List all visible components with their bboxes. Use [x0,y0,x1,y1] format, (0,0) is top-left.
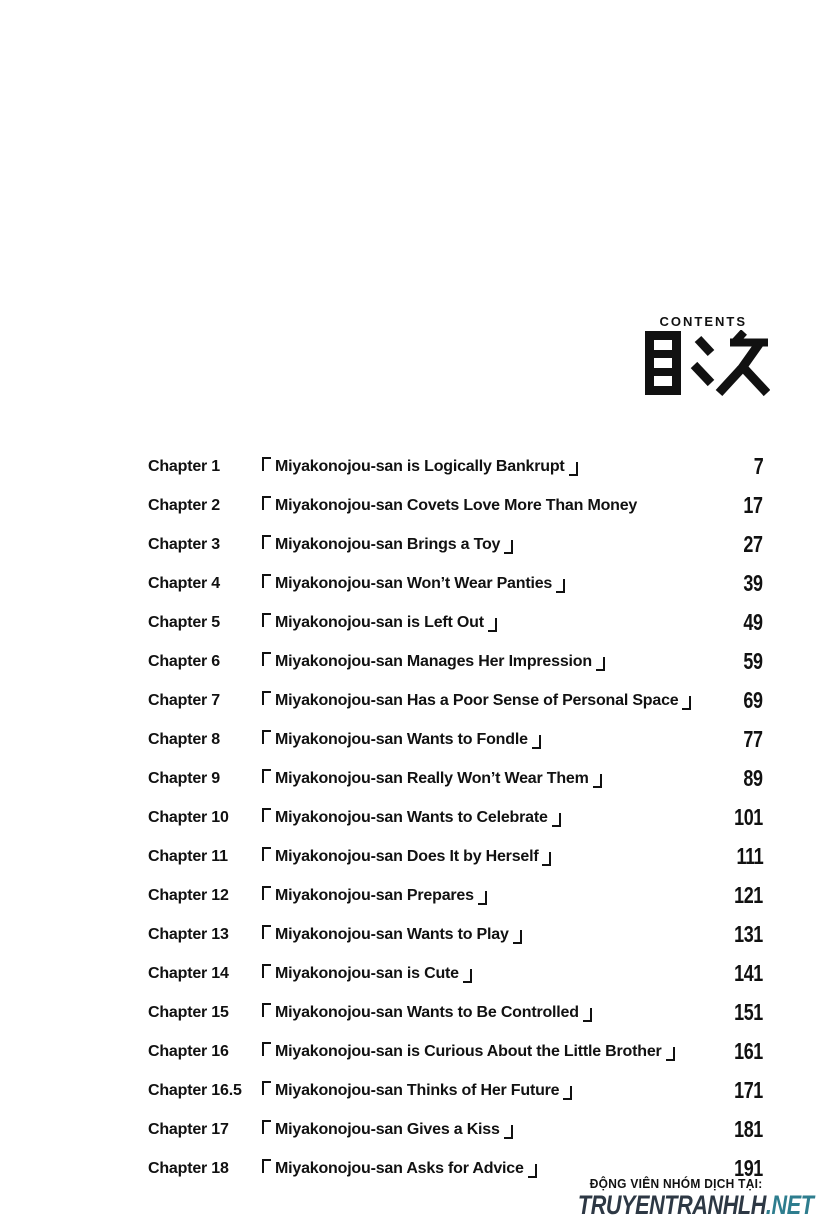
chapter-title: Miyakonojou-san Wants to Fondle [262,732,738,748]
corner-bracket-close [593,774,602,788]
chapter-page-number: 59 [743,648,763,674]
toc-row [148,798,763,837]
toc-row [148,1071,763,1110]
corner-bracket-close [488,618,497,632]
corner-bracket-close [478,891,487,905]
corner-bracket-open [262,1120,271,1134]
corner-bracket-open [262,652,271,666]
chapter-label: Chapter 12 [148,886,229,904]
chapter-title: Miyakonojou-san is Left Out [262,615,738,631]
corner-bracket-close [666,1047,675,1061]
toc-row [148,759,763,798]
toc-row [148,1032,763,1071]
watermark-note: ĐỘNG VIÊN NHÓM DỊCH TẠI: [589,1176,762,1191]
corner-bracket-open [262,847,271,861]
chapter-title: Miyakonojou-san is Cute [262,966,726,982]
chapter-label: Chapter 10 [148,808,229,826]
watermark-tld: .NET [765,1190,813,1220]
chapter-page-number: 181 [734,1116,763,1142]
toc-row [148,681,763,720]
chapter-title: Miyakonojou-san Covets Love More Than Money [262,498,738,514]
chapter-label: Chapter 18 [148,1159,229,1177]
chapter-page-number: 89 [743,765,763,791]
chapter-title: Miyakonojou-san Wants to Play [262,927,726,943]
chapter-page-number: 171 [734,1077,763,1103]
toc-row [148,1110,763,1149]
chapter-page-number: 151 [734,999,763,1025]
chapter-title: Miyakonojou-san Won’t Wear Panties [262,576,738,592]
corner-bracket-open [262,769,271,783]
mokuji-glyphs-svg [645,330,770,397]
toc-row [148,954,763,993]
corner-bracket-close [542,852,551,866]
toc-row [148,837,763,876]
chapter-page-number: 7 [753,453,763,479]
contents-label: CONTENTS [659,314,747,329]
chapter-label: Chapter 5 [148,613,220,631]
chapter-label: Chapter 9 [148,769,220,787]
corner-bracket-open [262,535,271,549]
chapter-title: Miyakonojou-san Gives a Kiss [262,1122,726,1138]
corner-bracket-close [504,1125,513,1139]
chapter-title: Miyakonojou-san Brings a Toy [262,537,738,553]
chapter-label: Chapter 17 [148,1120,229,1138]
chapter-label: Chapter 1 [148,457,220,475]
chapter-page-number: 191 [734,1155,763,1181]
chapter-page-number: 49 [743,609,763,635]
chapter-label: Chapter 15 [148,1003,229,1021]
chapter-title: Miyakonojou-san Prepares [262,888,726,904]
chapter-page-number: 141 [734,960,763,986]
chapter-label: Chapter 3 [148,535,220,553]
chapter-label: Chapter 6 [148,652,220,670]
corner-bracket-open [262,1081,271,1095]
corner-bracket-close [504,540,513,554]
watermark-brand: TRUYENTRANHLH [577,1190,766,1220]
toc-row [148,993,763,1032]
chapter-page-number: 111 [736,843,763,869]
chapter-title: Miyakonojou-san Does It by Herself [262,849,729,865]
chapter-page-number: 121 [734,882,763,908]
chapter-label: Chapter 16.5 [148,1081,242,1099]
corner-bracket-open [262,574,271,588]
toc-row [148,525,763,564]
japanese-title-mokuji [645,330,770,397]
corner-bracket-open [262,1159,271,1173]
corner-bracket-open [262,808,271,822]
chapter-title: Miyakonojou-san Asks for Advice [262,1161,726,1177]
chapter-title: Miyakonojou-san Really Won’t Wear Them [262,771,738,787]
chapter-title: Miyakonojou-san Manages Her Impression [262,654,738,670]
chapter-page-number: 101 [734,804,763,830]
chapter-page-number: 17 [743,492,763,518]
chapter-label: Chapter 16 [148,1042,229,1060]
toc-row [148,876,763,915]
toc-row [148,642,763,681]
chapter-title: Miyakonojou-san Wants to Celebrate [262,810,726,826]
corner-bracket-open [262,1042,271,1056]
corner-bracket-close [563,1086,572,1100]
kanji-me [645,331,681,395]
chapter-label: Chapter 13 [148,925,229,943]
corner-bracket-close [513,930,522,944]
corner-bracket-open [262,691,271,705]
corner-bracket-open [262,496,271,510]
chapter-title: Miyakonojou-san Has a Poor Sense of Personal Space [262,693,738,709]
chapter-label: Chapter 2 [148,496,220,514]
corner-bracket-close [463,969,472,983]
chapter-title: Miyakonojou-san is Curious About the Little Brother [262,1044,726,1060]
corner-bracket-open [262,925,271,939]
toc-row [148,915,763,954]
chapter-title: Miyakonojou-san Wants to Be Controlled [262,1005,726,1021]
corner-bracket-close [583,1008,592,1022]
chapter-label: Chapter 11 [148,847,228,865]
chapter-page-number: 161 [734,1038,763,1064]
corner-bracket-open [262,1003,271,1017]
corner-bracket-open [262,886,271,900]
chapter-label: Chapter 14 [148,964,229,982]
watermark-site [577,1192,813,1219]
corner-bracket-open [262,613,271,627]
toc-row [148,486,763,525]
corner-bracket-close [552,813,561,827]
corner-bracket-close [532,735,541,749]
corner-bracket-close [569,462,578,476]
chapter-page-number: 131 [734,921,763,947]
chapter-title: Miyakonojou-san Thinks of Her Future [262,1083,726,1099]
kanji-ji [694,332,768,393]
chapter-list [148,447,763,1188]
corner-bracket-open [262,964,271,978]
chapter-label: Chapter 7 [148,691,220,709]
toc-row [148,447,763,486]
chapter-page-number: 69 [743,687,763,713]
chapter-label: Chapter 4 [148,574,220,592]
chapter-page-number: 39 [743,570,763,596]
toc-row [148,720,763,759]
corner-bracket-open [262,457,271,471]
toc-row [148,603,763,642]
corner-bracket-open [262,730,271,744]
translator-watermark [519,1176,816,1219]
toc-row [148,564,763,603]
corner-bracket-close [682,696,691,710]
corner-bracket-close [596,657,605,671]
chapter-title: Miyakonojou-san is Logically Bankrupt [262,459,751,475]
chapter-page-number: 27 [743,531,763,557]
corner-bracket-close [556,579,565,593]
chapter-label: Chapter 8 [148,730,220,748]
chapter-page-number: 77 [743,726,763,752]
